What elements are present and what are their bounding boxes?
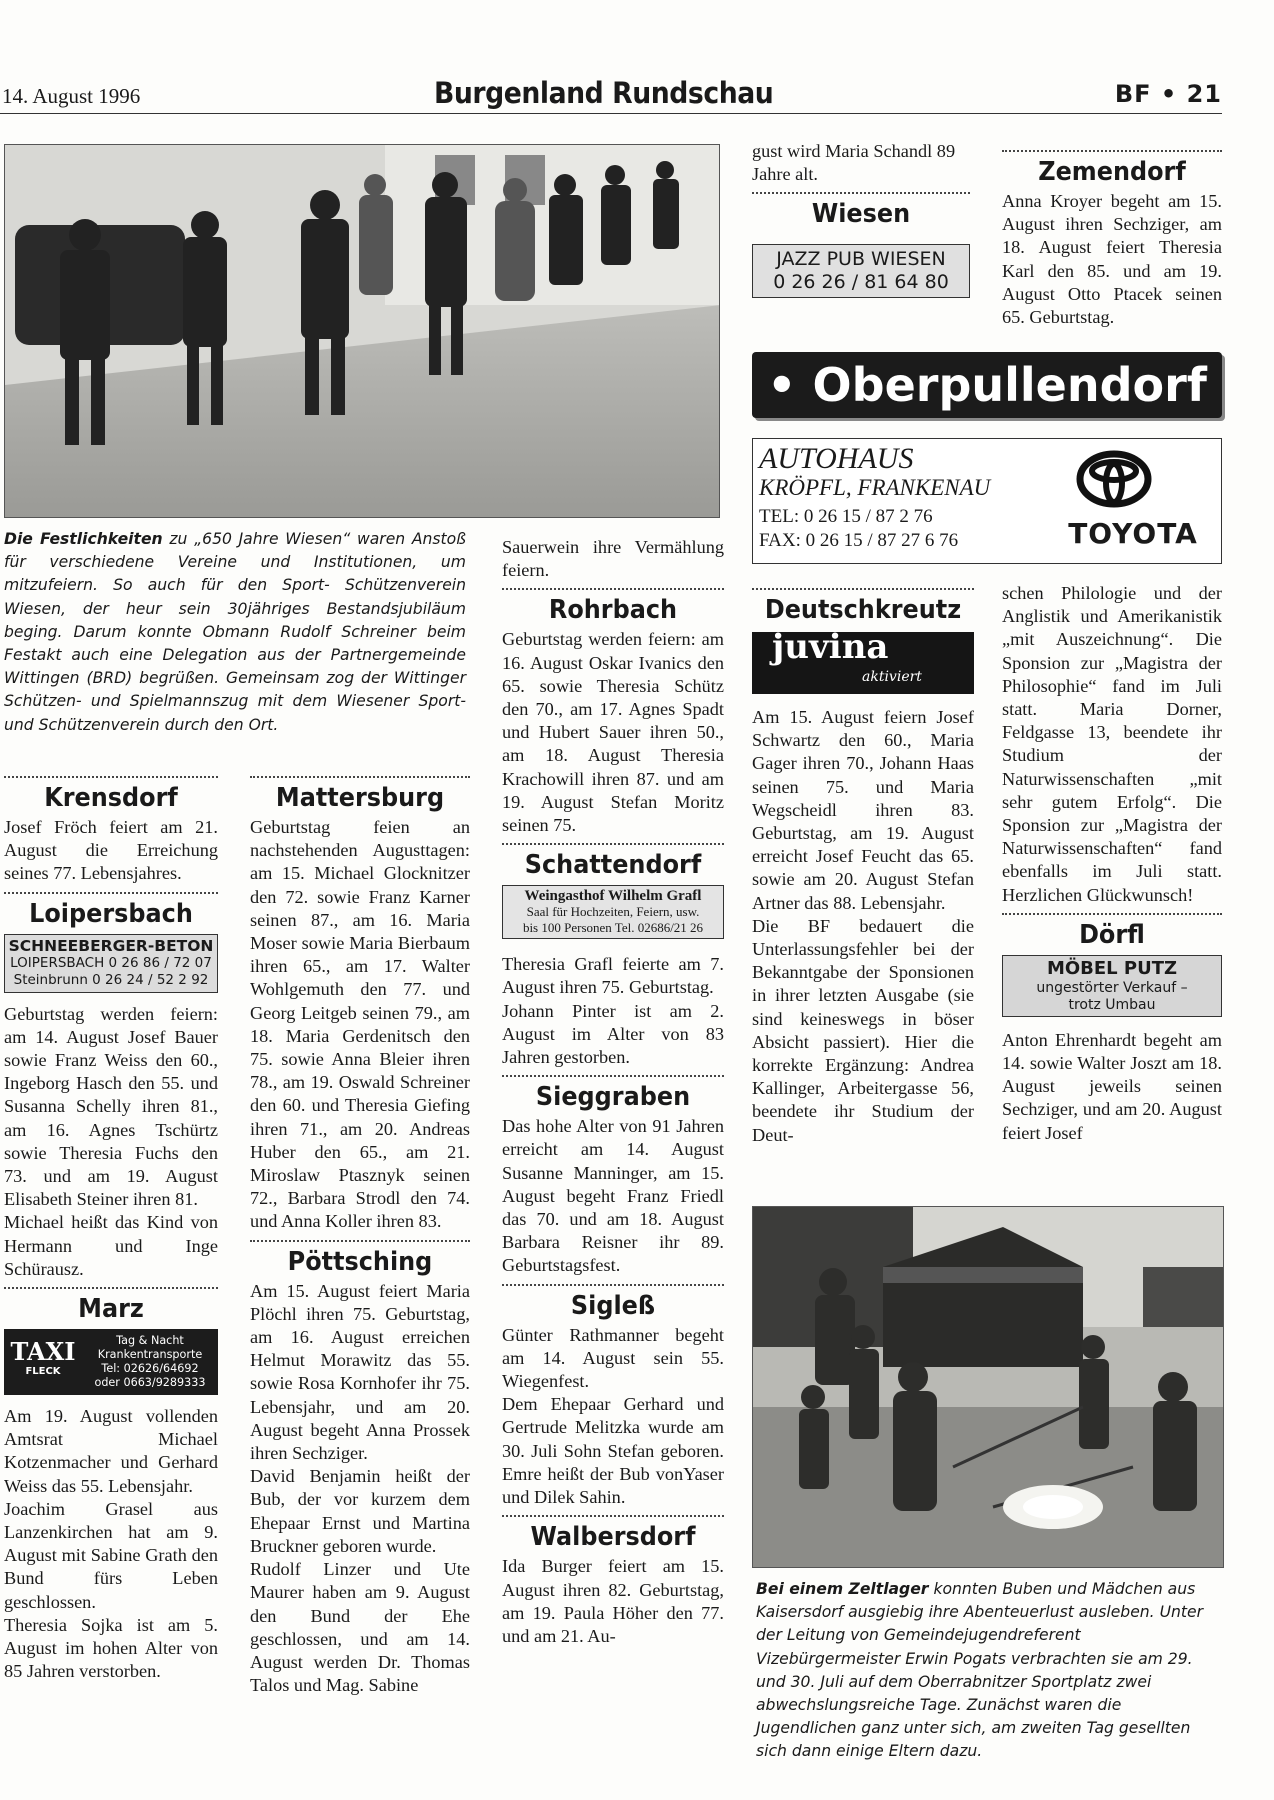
- article-poettsching-wedding: Rudolf Linzer und Ute Maurer haben am 9. August den Bund der Ehe geschlossen, und am 14. August werden Dr. Thomas Talos und Mag. Sabine: [250, 1559, 470, 1696]
- article-marz-obituary: Theresia Sojka ist am 5. August im hohen Alter von 85 Jahren verstorben.: [4, 1614, 218, 1682]
- divider: [502, 1284, 724, 1286]
- ad-jazz-pub-wiesen: [752, 244, 970, 298]
- article-krensdorf: Josef Fröch feiert am 21. August die Erreichung seines 77. Lebensjahres.: [4, 817, 218, 884]
- article-sigless: Günter Rathmanner begeht am 14. August sein 55. Wiegenfest.: [502, 1324, 724, 1392]
- article-continuation: schen Philologie und der Anglistik und Amerikanistik „mit Auszeichnung“. Die Sponsion zur „Magistra der Philosophie“ fand im Juli statt. Maria Dorner, Feldgasse 13, beendete ihr Studium der Naturwissenschaften „mit sehr gutem Erfolg“. Die Sponsion zur „Magistra der Naturwissenschaften“ fand ebenfalls im Juli statt. Herzlichen Glückwunsch!: [1002, 583, 1222, 905]
- column-4-top: [752, 140, 970, 298]
- ad-phone: TEL: 0 26 15 / 87 2 76: [759, 506, 933, 527]
- divider: [1002, 913, 1222, 915]
- ad-title: TAXI: [10, 1337, 76, 1367]
- article-continuation: Sauerwein ihre Vermählung feiern.: [502, 537, 724, 581]
- section-title-marz: Marz: [78, 1294, 144, 1325]
- divider: [502, 843, 724, 845]
- caption-text: zu „650 Jahre Wiesen“ waren Anstoß für verschiedene Vereine und Institutionen, um mitzufeiern. So auch für den Sport- Schützenverein Wiesen, der heur sein 30jähriges Bestandsjubiläum beging. Darum konnte Obmann Rudolf Schreiner beim Festakt auch eine Delegation aus der Partnergemeinde Wittingen (BRD) begrüßen. Gemeinsam zog der Wittinger Schützen- und Spielmannszug mit dem Wiesener Sport- und Schützenverein durch den Ort.: [4, 530, 466, 734]
- ad-title: Weingasthof Wilhelm Grafl: [524, 888, 702, 905]
- article-sieggraben: Das hohe Alter von 91 Jahren erreicht am 14. August Susanne Manninger, am 15. August begeht Franz Friedl das 70. und am 18. August Barbara Reisner ihr 89. Geburtstagsfest.: [502, 1116, 724, 1276]
- section-title-deutschkreutz: Deutschkreutz: [764, 595, 962, 625]
- divider: [1002, 150, 1222, 152]
- article-marz-wedding: Joachim Grasel aus Lanzenkirchen hat am 9. August mit Sabine Grath den Bund fürs Leben geschlossen.: [4, 1498, 218, 1612]
- parade-photo-caption: [4, 528, 466, 737]
- ad-subtitle: FLECK: [25, 1366, 61, 1378]
- ad-line: Steinbrunn 0 26 24 / 52 2 92: [13, 971, 209, 988]
- divider: [4, 892, 218, 894]
- divider: [502, 1515, 724, 1517]
- article-continuation: gust wird Maria Schandl 89 Jahre alt.: [752, 141, 956, 185]
- column-5-top: [1002, 140, 1222, 329]
- divider: [250, 1240, 470, 1242]
- toyota-logo-icon: [1075, 449, 1153, 509]
- camp-photo-caption: [756, 1578, 1222, 1764]
- section-title-sieggraben: Sieggraben: [535, 1082, 691, 1113]
- ad-taxi-fleck: [4, 1329, 218, 1395]
- article-poettsching: Am 15. August feiert Maria Plöchl ihren 75. Geburtstag, am 16. August erreichen Helmut Morawitz das 55. sowie Rosa Kornhofer ihr 75. Lebensjahr, und am 20. August begeht Anna Prossek ihren Sechziger.: [250, 1280, 470, 1464]
- section-title-poettsching: Pöttsching: [287, 1246, 433, 1277]
- ad-subtitle: aktiviert: [862, 669, 922, 685]
- ad-line: Tel: 02626/64692: [101, 1362, 199, 1376]
- article-schattendorf-obituary: Johann Pinter ist am 2. August im Alter von 83 Jahren gestorben.: [502, 1000, 724, 1068]
- ad-line: Saal für Hochzeiten, Feiern, usw.: [526, 904, 700, 920]
- ad-juvina: [752, 627, 974, 694]
- article-loipersbach: Geburtstag werden feiern: am 14. August Josef Bauer sowie Franz Weiss den 60., Ingeborg Hasch den 55. und Susanna Schelly ihren 81., am 16. Agnes Tschürtz sowie Theresia Fuchs den 73. und am 19. August Elisabeth Steiner ihren 81.: [4, 1003, 218, 1210]
- ad-title: JAZZ PUB WIESEN: [776, 248, 946, 271]
- article-zemendorf: Anna Kroyer begeht am 15. August ihren Sechziger, am 18. August feiert Theresia Karl den 85. und am 19. August Otto Ptacek seinen 65. Geburtstag.: [1002, 191, 1222, 328]
- ad-line: Tag & Nacht: [116, 1334, 184, 1348]
- article-loipersbach-birth: Michael heißt das Kind von Hermann und Inge Schürausz.: [4, 1212, 218, 1279]
- ad-line: LOIPERSBACH 0 26 86 / 72 07: [10, 954, 212, 971]
- column-5-middle: [1002, 582, 1222, 1145]
- column-2: [250, 770, 470, 1697]
- article-poettsching-birth: David Benjamin heißt der Bub, der vor kurzem dem Ehepaar Ernst und Martina Bruckner geboren wurde.: [250, 1466, 470, 1556]
- caption-lead: Die Festlichkeiten: [4, 530, 163, 548]
- article-mattersburg: Geburtstag feien an nachstehenden Augusttagen: am 15. Michael Glocknitzer den 72. sowie Franz Karner seinen 87., am 16. Maria Moser sowie Maria Bierbaum ihren 65., am 17. Walter Wohlgemuth den 77. und Georg Leitgeb seinen 79., am 18. Maria Gerdenitsch den 75. sowie Anna Bleier ihren 78., am 19. Oswald Schreiner den 60. und Theresia Giefing ihren 71., am 20. Andreas Huber den 65., am 21. Miroslaw Ptasznyk seinen 72., Barbara Strodl den 74. und Anna Koller ihren 83.: [250, 817, 470, 1232]
- ad-line: trotz Umbau: [1068, 996, 1156, 1013]
- section-title-rohrbach: Rohrbach: [548, 595, 678, 626]
- section-title-mattersburg: Mattersburg: [275, 783, 445, 813]
- ad-brand: TOYOTA: [1068, 517, 1198, 550]
- camp-photo: [752, 1206, 1224, 1568]
- page-header: [0, 76, 1222, 114]
- article-sigless-birth: Dem Ehepaar Gerhard und Gertrude Melitzka wurde am 30. Juli Sohn Stefan geboren. Emre heißt der Bub vonYaser und Dilek Sahin.: [502, 1394, 724, 1508]
- ad-autohaus-kroepfl: [752, 438, 1222, 564]
- parade-photo: [4, 144, 720, 518]
- section-title-zemendorf: Zemendorf: [1038, 157, 1186, 187]
- ad-line: 0 26 26 / 81 64 80: [773, 271, 949, 294]
- ad-title: SCHNEEBERGER-BETON: [8, 936, 214, 955]
- divider: [502, 1075, 724, 1077]
- section-title-wiesen: Wiesen: [811, 199, 911, 230]
- section-title-doerfl: Dörfl: [1079, 919, 1145, 950]
- ad-line: ungestörter Verkauf –: [1036, 979, 1188, 996]
- caption-lead: Bei einem Zeltlager: [756, 1580, 929, 1598]
- ad-title: juvina: [772, 627, 889, 667]
- ad-subtitle: KRÖPFL, FRANKENAU: [759, 475, 991, 500]
- article-rohrbach: Geburtstag werden feiern: am 16. August Oskar Ivanics den 65. sowie Theresia Schütz den 70., am 17. Agnes Spadt und Hubert Sauer ihren 50., am 18. August Theresia Krachowill ihren 87. und am 19. August Stefan Moritz seinen 75.: [502, 629, 724, 836]
- issue-date: 14. August 1996: [2, 84, 141, 108]
- section-title-schattendorf: Schattendorf: [524, 850, 702, 881]
- article-marz: Am 19. August vollenden Amtsrat Michael Kotzenmacher und Gerhard Weiss das 55. Lebensjahr.: [4, 1406, 218, 1496]
- section-title-krensdorf: Krensdorf: [44, 783, 178, 813]
- region-banner-oberpullendorf: • Oberpullendorf: [752, 352, 1222, 418]
- article-walbersdorf: Ida Burger feiert am 15. August ihren 82. Geburtstag, am 19. Paula Höher den 77. und am 21. Au-: [502, 1556, 724, 1646]
- caption-text: konnten Buben und Mädchen aus Kaisersdorf ausgiebig ihre Abenteuerlust ausleben. Unter der Leitung von Gemeindejugendreferent Vizebürgermeister Erwin Pogats verbrachten sie am 29. und 30. Juli auf dem Oberrabnitzer Sportplatz zwei abwechslungsreiche Tage. Zunächst waren die Jugendlichen ganz unter sich, am zweiten Tag gesellten sich dann einige Eltern dazu.: [756, 1580, 1204, 1761]
- ad-line: oder 0663/9289333: [94, 1376, 206, 1390]
- article-doerfl: Anton Ehrenhardt begeht am 14. sowie Walter Joszt am 18. August jeweils seinen Sechziger, und am 20. August feiert Josef: [1002, 1029, 1222, 1143]
- section-title-loipersbach: Loipersbach: [29, 898, 193, 929]
- divider: [4, 776, 218, 778]
- divider: [502, 588, 724, 590]
- camp-photo-image: [753, 1207, 1224, 1568]
- ad-line: Krankentransporte: [97, 1348, 203, 1362]
- ad-weingasthof-grafl: [502, 885, 724, 939]
- newspaper-title: Burgenland Rundschau: [434, 76, 774, 110]
- parade-photo-image: [5, 145, 720, 518]
- section-title-walbersdorf: Walbersdorf: [530, 1522, 696, 1553]
- ad-moebel-putz: [1002, 955, 1222, 1017]
- ad-schneeberger-beton: [4, 934, 218, 993]
- article-deutschkreutz-correction: Die BF bedauert die Unterlassungsfehler bei der Bekanntgabe der Sponsionen in ihrer letzten Ausgabe (sie sind keineswegs in böser Absicht passiert). Hier die korrekte Ergänzung: Andrea Kallinger, Arbeitergasse 56, beendete ihr Studium der Deut-: [752, 915, 974, 1145]
- divider: [752, 588, 974, 590]
- page-number: BF • 21: [1114, 80, 1222, 108]
- divider: [4, 1287, 218, 1289]
- column-1: [4, 770, 218, 1683]
- column-4-middle: [752, 582, 974, 1147]
- column-3: [502, 536, 724, 1648]
- ad-title: MÖBEL PUTZ: [1046, 957, 1178, 979]
- section-title-sigless: Sigleß: [570, 1290, 656, 1321]
- ad-fax: FAX: 0 26 15 / 87 27 6 76: [759, 530, 959, 551]
- ad-title: AUTOHAUS: [759, 442, 914, 475]
- article-schattendorf: Theresia Grafl feierte am 7. August ihren 75. Geburtstag.: [502, 954, 724, 998]
- divider: [752, 192, 970, 194]
- divider: [250, 776, 470, 778]
- ad-line: bis 100 Personen Tel. 02686/21 26: [522, 920, 704, 936]
- article-deutschkreutz: Am 15. August feiern Josef Schwartz den 60., Maria Gager ihren 70., Johann Haas seinen 75. und Maria Wegscheidl ihren 83. Geburtstag, am 19. August erreicht Josef Feucht das 65. sowie am 20. August Stefan Artner das 88. Lebensjahr.: [752, 707, 974, 913]
